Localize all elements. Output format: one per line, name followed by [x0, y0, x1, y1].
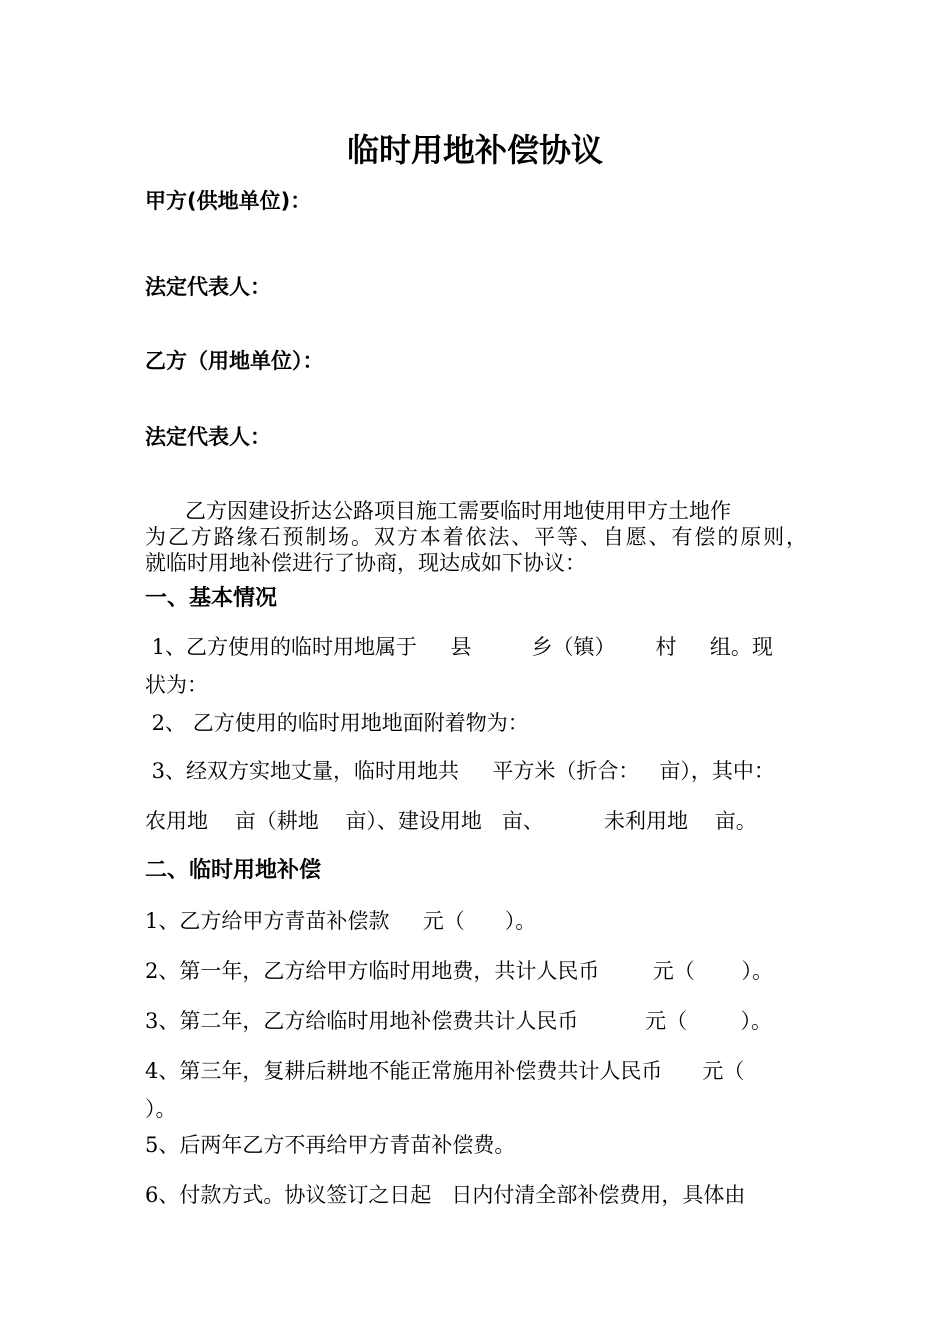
section-2-item-3: 3、第二年，乙方给临时用地补偿费共计人民币 元（ ）。 — [145, 1009, 773, 1033]
section-1-heading: 一、基本情况 — [145, 586, 278, 611]
party-b-label: 乙方（用地单位）： — [145, 349, 324, 373]
section-1-item-2: 2、 乙方使用的临时用地地面附着物为： — [145, 711, 529, 735]
intro-paragraph-line-2: 为乙方路缘石预制场。双方本着依法、平等、自愿、有偿的原则， — [145, 525, 807, 549]
section-1-item-3-line-1: 3、经双方实地丈量，临时用地共 平方米（折合： 亩），其中： — [145, 759, 775, 783]
section-2-item-4-line-2: ）。 — [145, 1097, 177, 1121]
section-2-item-5: 5、后两年乙方不再给甲方青苗补偿费。 — [145, 1133, 516, 1157]
document-title: 临时用地补偿协议 — [346, 131, 603, 169]
party-b-representative-label: 法定代表人： — [145, 425, 271, 449]
section-1-item-1-line-1: 1、乙方使用的临时用地属于 县 乡（镇） 村 组。现 — [145, 635, 773, 659]
section-1-item-1-line-2: 状为： — [145, 673, 208, 697]
section-2-item-6: 6、付款方式。协议签订之日起 日内付清全部补偿费用，具体由 — [145, 1183, 746, 1207]
section-2-item-2: 2、第一年，乙方给甲方临时用地费，共计人民币 元（ ）。 — [145, 959, 773, 983]
party-a-representative-label: 法定代表人： — [145, 275, 271, 299]
section-2-heading: 二、临时用地补偿 — [145, 858, 322, 883]
party-a-label: 甲方(供地单位)： — [145, 189, 312, 213]
section-2-item-1: 1、乙方给甲方青苗补偿款 元（ ）。 — [145, 909, 537, 933]
section-1-item-3-line-2: 农用地 亩（耕地 亩）、建设用地 亩、 未利用地 亩。 — [145, 809, 757, 833]
intro-paragraph-line-1: 乙方因建设折达公路项目施工需要临时用地使用甲方土地作 — [185, 499, 731, 523]
section-2-item-4-line-1: 4、第三年，复耕后耕地不能正常施用补偿费共计人民币 元（ — [145, 1059, 745, 1083]
intro-paragraph-line-3: 就临时用地补偿进行了协商，现达成如下协议： — [145, 551, 586, 575]
